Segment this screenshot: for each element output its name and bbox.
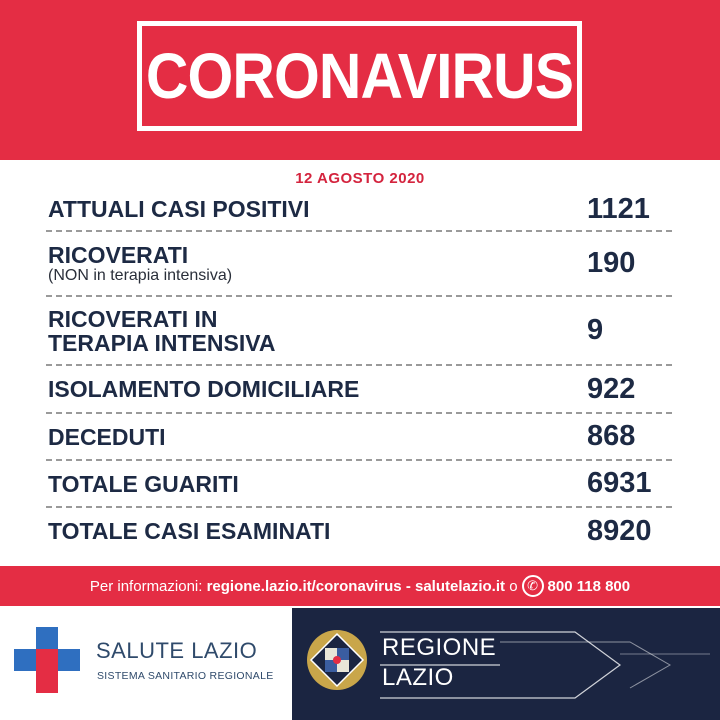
phone-number[interactable]: 800 118 800 bbox=[547, 577, 631, 595]
regione-line2: LAZIO bbox=[382, 664, 454, 691]
info-bar bbox=[0, 566, 720, 606]
report-date: 12 AGOSTO 2020 bbox=[295, 170, 425, 187]
stat-label: TOTALE CASI ESAMINATI bbox=[48, 518, 331, 544]
phone-icon: ✆ bbox=[522, 575, 544, 597]
stat-row-totale-casi-esaminati bbox=[46, 508, 672, 554]
stat-value: 922 bbox=[587, 372, 636, 405]
stat-label: DECEDUTI bbox=[48, 423, 166, 450]
stat-label-main: RICOVERATI bbox=[48, 241, 189, 268]
title-frame bbox=[137, 21, 582, 131]
stat-sublabel: (NON in terapia intensiva) bbox=[48, 266, 233, 284]
stat-value: 9 bbox=[587, 314, 604, 346]
stat-label-line2: TERAPIA INTENSIVA bbox=[48, 329, 276, 356]
stat-label: ATTUALI CASI POSITIVI bbox=[48, 196, 310, 222]
stat-row-totale-guariti bbox=[46, 461, 672, 508]
regione-link[interactable]: regione.lazio.it/coronavirus bbox=[206, 577, 402, 595]
stat-value: 190 bbox=[587, 247, 636, 279]
page-title: CORONAVIRUS bbox=[145, 40, 574, 112]
stat-row-ricoverati bbox=[46, 232, 672, 297]
regione-lazio-wordmark bbox=[382, 633, 496, 693]
stat-label bbox=[46, 307, 275, 355]
stat-value: 868 bbox=[587, 420, 636, 452]
stat-label: ISOLAMENTO DOMICILIARE bbox=[48, 376, 360, 402]
regione-line1: REGIONE bbox=[382, 634, 497, 661]
info-dash: - bbox=[405, 577, 411, 595]
stat-label: TOTALE GUARITI bbox=[48, 470, 239, 497]
salutelazio-link[interactable]: salutelazio.it bbox=[414, 577, 506, 595]
stat-value: 6931 bbox=[587, 467, 652, 499]
regional-seal-icon bbox=[305, 628, 369, 692]
stat-label-line1: RICOVERATI IN bbox=[48, 305, 218, 332]
salute-lazio-subtitle: SISTEMA SANITARIO REGIONALE bbox=[97, 670, 274, 682]
stat-row-attuali-casi-positivi bbox=[46, 188, 672, 232]
salute-lazio-title: SALUTE LAZIO bbox=[96, 638, 258, 663]
stat-value: 8920 bbox=[587, 514, 652, 547]
stat-row-isolamento-domiciliare bbox=[46, 366, 672, 414]
info-or: o bbox=[509, 577, 518, 595]
cross-icon bbox=[14, 627, 80, 693]
info-prefix: Per informazioni: bbox=[89, 577, 203, 595]
stat-label bbox=[46, 243, 232, 285]
header-banner bbox=[0, 0, 720, 160]
stat-row-terapia-intensiva bbox=[46, 297, 672, 366]
stats-list bbox=[46, 188, 672, 554]
stat-value: 1121 bbox=[587, 192, 650, 225]
stat-row-deceduti bbox=[46, 414, 672, 461]
